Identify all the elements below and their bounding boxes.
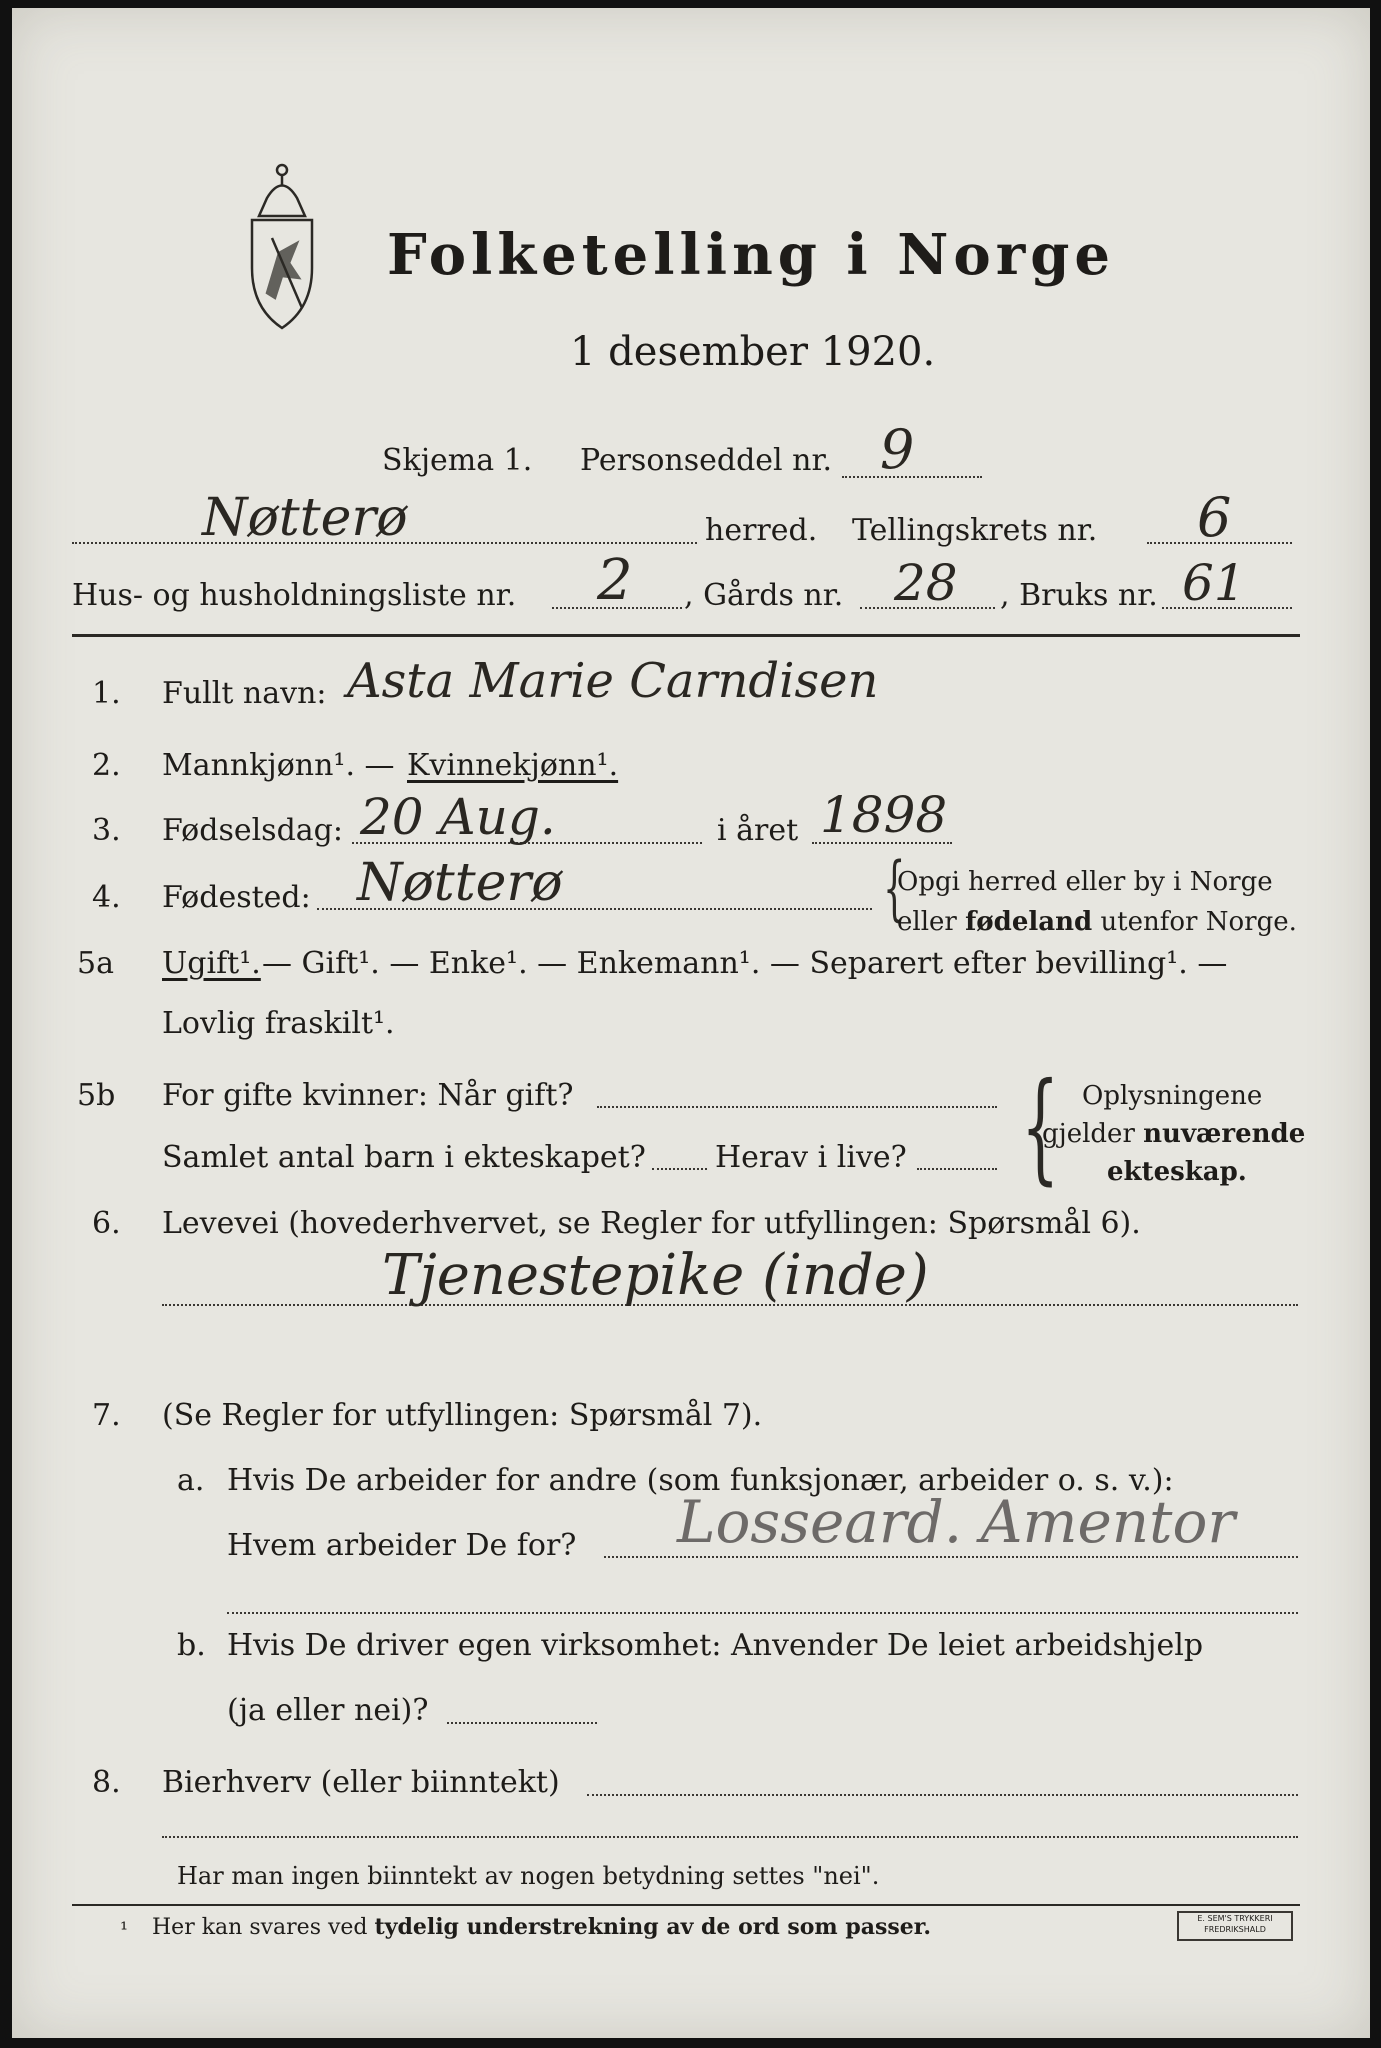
- footer-divider: [72, 1904, 1300, 1906]
- q3-year-value: 1898: [820, 786, 948, 844]
- form-date: 1 desember 1920.: [570, 329, 936, 375]
- q6-label: Levevei (hovederhvervet, se Regler for utfyllingen: Spørsmål 6).: [162, 1206, 1141, 1241]
- q4-note-line1: Opgi herred eller by i Norge: [897, 867, 1273, 897]
- q4-brace: {: [883, 847, 906, 929]
- q5b-note-line1: Oplysningene: [1082, 1081, 1263, 1111]
- bruks-value: 61: [1182, 554, 1246, 612]
- q7a-line: [604, 1556, 1298, 1558]
- q7b-label: Hvis De driver egen virksomhet: Anvender De leiet arbeidshjelp: [227, 1628, 1204, 1663]
- q8-label: Bierhverv (eller biinntekt): [162, 1765, 560, 1800]
- q1-value: Asta Marie Carndisen: [347, 653, 879, 709]
- q4-number: 4.: [92, 880, 121, 915]
- q2-female: Kvinnekjønn¹.: [407, 748, 619, 783]
- footnote-number: ¹: [120, 1917, 129, 1941]
- bruks-label: , Bruks nr.: [1000, 578, 1158, 613]
- q3-label: Fødselsdag:: [162, 813, 343, 848]
- norwegian-coat-of-arms-icon: [227, 158, 337, 333]
- q5b-brace: {: [1021, 1058, 1060, 1197]
- q2-number: 2.: [92, 748, 121, 783]
- gards-value: 28: [894, 554, 958, 612]
- herred-value: Nøtterø: [202, 488, 408, 548]
- printer-stamp: E. SEM'S TRYKKERI FREDRIKSHALD: [1177, 1911, 1293, 1941]
- q7-label: (Se Regler for utfyllingen: Spørsmål 7).: [162, 1398, 763, 1433]
- q5b-children-total: Samlet antal barn i ekteskapet?: [162, 1140, 646, 1175]
- q1-number: 1.: [92, 676, 121, 711]
- q6-value: Tjenestepike (inde): [382, 1243, 929, 1308]
- q5a-number: 5a: [77, 946, 114, 981]
- q7-number: 7.: [92, 1398, 121, 1433]
- footer-note: Har man ingen biinntekt av nogen betydning settes "nei".: [177, 1862, 880, 1890]
- q5b-note-line3: ekteskap.: [1107, 1157, 1247, 1187]
- q1-label: Fullt navn:: [162, 676, 327, 711]
- q5b-children-alive: Herav i live?: [715, 1140, 907, 1175]
- q5b-alive-line: [917, 1168, 997, 1170]
- tellingskrets-label: Tellingskrets nr.: [852, 513, 1098, 548]
- herred-label: herred.: [705, 513, 818, 548]
- q7b-letter: b.: [177, 1628, 206, 1663]
- q4-label: Fødested:: [162, 880, 311, 915]
- q5b-children-line: [652, 1168, 707, 1170]
- skjema-label: Skjema 1.: [382, 443, 533, 478]
- q3-value: 20 Aug.: [360, 788, 556, 846]
- q5b-married-when: For gifte kvinner: Når gift?: [162, 1078, 574, 1113]
- header-divider: [72, 634, 1300, 637]
- tellingskrets-value: 6: [1197, 486, 1232, 549]
- gards-label: , Gårds nr.: [684, 578, 844, 613]
- q6-number: 6.: [92, 1206, 121, 1241]
- q7a-line2: [227, 1612, 1298, 1614]
- q3-number: 3.: [92, 813, 121, 848]
- q4-value: Nøtterø: [357, 853, 563, 913]
- personseddel-label: Personseddel nr.: [580, 443, 833, 478]
- q5a-options: — Gift¹. — Enke¹. — Enkemann¹. — Separert efter bevilling¹. —: [262, 946, 1228, 981]
- personseddel-value: 9: [880, 418, 915, 481]
- husliste-label: Hus- og husholdningsliste nr.: [72, 578, 517, 613]
- q5a-ugift: Ugift¹.: [162, 946, 261, 981]
- q7a-label: Hvis De arbeider for andre (som funksjonær, arbeider o. s. v.):: [227, 1463, 1174, 1498]
- q8-line: [587, 1794, 1298, 1796]
- q8-line2: [162, 1836, 1298, 1838]
- q3-year-label: i året: [717, 813, 799, 848]
- q7a-letter: a.: [177, 1463, 205, 1498]
- q7a-sub: Hvem arbeider De for?: [227, 1528, 577, 1563]
- census-form-sheet: [12, 8, 1370, 2038]
- q7a-value: Losseard. Amentor: [677, 1488, 1236, 1556]
- husliste-value: 2: [597, 548, 633, 613]
- q4-note-line2: eller fødeland utenfor Norge.: [897, 907, 1297, 937]
- q7b-line: [447, 1722, 597, 1724]
- q5b-married-line: [597, 1106, 997, 1108]
- q2-male: Mannkjønn¹. —: [162, 748, 395, 783]
- form-title: Folketelling i Norge: [387, 222, 1116, 288]
- q5a-line2: Lovlig fraskilt¹.: [162, 1006, 395, 1041]
- q5b-number: 5b: [77, 1078, 116, 1113]
- q7b-sub: (ja eller nei)?: [227, 1693, 429, 1728]
- q5b-note-line2: gjelder nuværende: [1042, 1119, 1306, 1149]
- footnote-text: Her kan svares ved tydelig understrekning av de ord som passer.: [152, 1914, 932, 1940]
- q8-number: 8.: [92, 1765, 121, 1800]
